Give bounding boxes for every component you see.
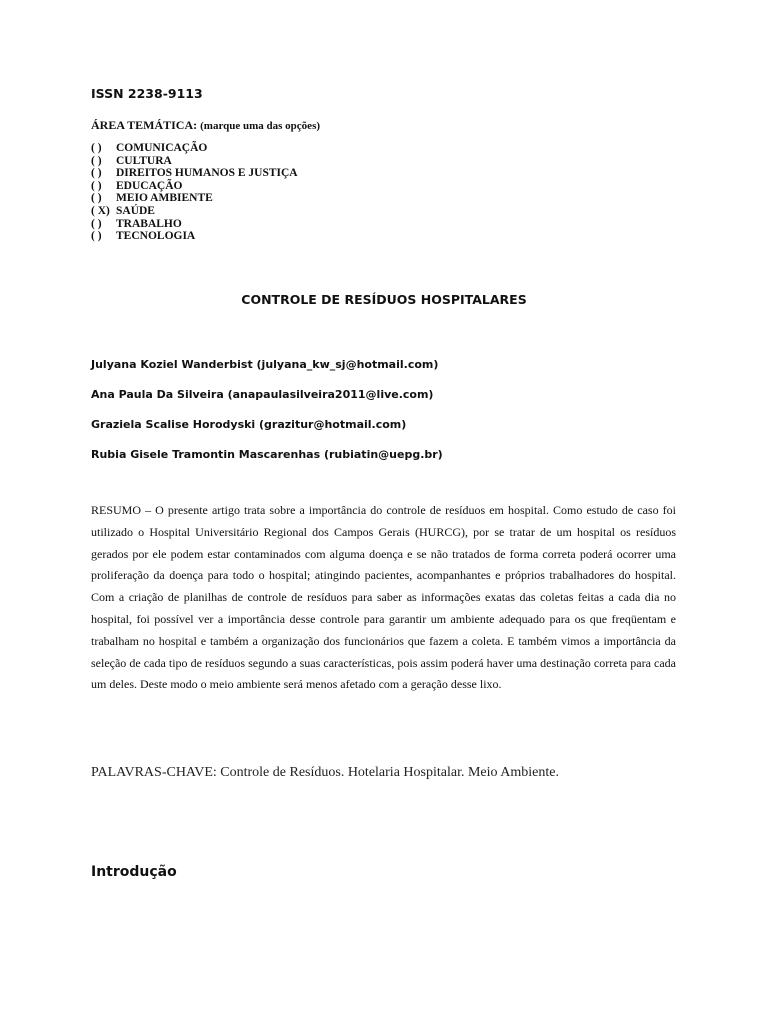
option-checkbox: ( ): [91, 154, 102, 167]
option-meio-ambiente: [91, 192, 298, 205]
option-saude: [91, 205, 298, 218]
option-trabalho: [91, 218, 298, 231]
document-title: CONTROLE DE RESÍDUOS HOSPITALARES: [241, 292, 527, 307]
keywords-line: PALAVRAS-CHAVE: Controle de Resíduos. Hotelaria Hospitalar. Meio Ambiente.: [91, 765, 559, 780]
option-checkbox: ( ): [91, 230, 102, 243]
option-checkbox: ( ): [91, 167, 102, 180]
option-checkbox-selected: ( X): [91, 204, 110, 217]
option-label: CULTURA: [116, 154, 172, 167]
option-tecnologia: [91, 230, 298, 243]
option-label: COMUNICAÇÃO: [116, 142, 208, 154]
option-comunicacao: [91, 142, 298, 155]
author-entry: Ana Paula Da Silveira (anapaulasilveira2011@live.com): [91, 388, 434, 401]
option-label: EDUCAÇÃO: [116, 179, 183, 192]
option-label: SAÚDE: [116, 204, 155, 217]
option-label: TRABALHO: [116, 217, 182, 230]
thematic-area-heading: [91, 118, 320, 133]
option-label: TECNOLOGIA: [116, 230, 196, 243]
author-entry: Graziela Scalise Horodyski (grazitur@hotmail.com): [91, 418, 407, 431]
abstract-paragraph: RESUMO – O presente artigo trata sobre a importância do controle de resíduos em hospital. Como estudo de caso foi utilizado o Hospital Universitário Regional dos Campos Gerais (HURCG), por se tratar de um hospital os resíduos gerados por ele podem estar contaminados com alguma doença e se não tratados de forma correta poderá ocorrer uma proliferação da doença para todo o hospital; atingindo pacientes, acompanhantes e próprios trabalhadores do hospital. Com a criação de planilhas de controle de resíduos para saber as informações exatas das coletas feitas a cada dia no hospital, foi possível ver a importância desse controle para garantir um ambiente adequado para os que freqüentam e trabalham no hospital e também a organização dos funcionários que fazem a coleta. E também vimos a importância da seleção de cada tipo de resíduos segundo a suas características, pois assim poderá haver uma destinação correta para cada um deles. Deste modo o meio ambiente será menos afetado com a geração desse lixo.: [91, 503, 676, 692]
author-list: [91, 358, 443, 478]
thematic-area-label: ÁREA TEMÁTICA:: [91, 118, 198, 132]
option-label: DIREITOS HUMANOS E JUSTIÇA: [116, 167, 298, 180]
issn-number: ISSN 2238-9113: [91, 86, 203, 101]
option-checkbox: ( ): [91, 142, 102, 154]
thematic-area-hint: (marque uma das opções): [200, 120, 321, 132]
option-checkbox: ( ): [91, 192, 102, 205]
option-educacao: [91, 180, 298, 193]
introduction-heading: Introdução: [91, 864, 177, 880]
author-entry: Rubia Gisele Tramontin Mascarenhas (rubiatin@uepg.br): [91, 448, 443, 461]
option-checkbox: ( ): [91, 179, 102, 192]
option-checkbox: ( ): [91, 217, 102, 230]
option-cultura: [91, 155, 298, 168]
author-entry: Julyana Koziel Wanderbist (julyana_kw_sj@hotmail.com): [91, 358, 439, 371]
option-direitos-humanos: [91, 167, 298, 180]
option-label: MEIO AMBIENTE: [116, 192, 213, 205]
thematic-area-options: [91, 142, 298, 243]
